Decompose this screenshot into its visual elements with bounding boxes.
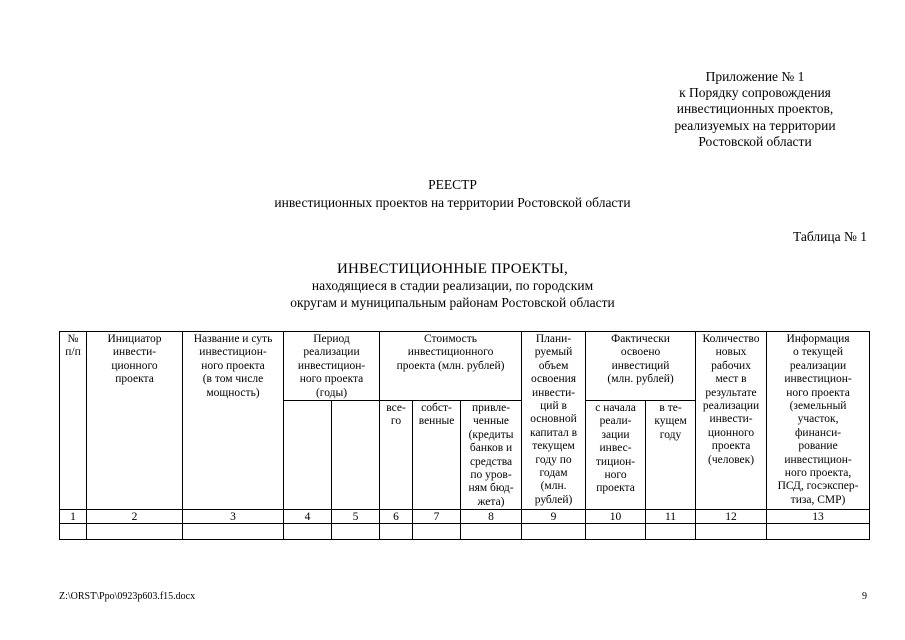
column-number: 7 (413, 510, 461, 524)
table-cell (767, 524, 870, 540)
registry-title: РЕЕСТР (428, 177, 477, 192)
footer-file-path: Z:\ORST\Ppo\0923p603.f15.docx (59, 591, 196, 602)
column-number: 9 (522, 510, 586, 524)
header-current-info: Информация о текущей реализации инвестицион- ного проекта (земельный участок, финанси- рование инвестицион- ного проекта, ПСД, госэкспер- тиза, СМР) (767, 332, 870, 510)
header-planned-volume: Плани- руемый объем освоения инвести- ций в основной капитал в текущем году по годам (млн. рублей) (522, 332, 586, 510)
column-number: 6 (380, 510, 413, 524)
header-period: Период реализации инвестицион- ного проекта (годы) (284, 332, 380, 401)
column-number: 2 (87, 510, 183, 524)
column-number: 8 (461, 510, 522, 524)
column-number: 10 (586, 510, 646, 524)
section-heading: ИНВЕСТИЦИОННЫЕ ПРОЕКТЫ, (337, 261, 568, 277)
header-cost-total: все- го (380, 401, 413, 510)
table-cell (60, 524, 87, 540)
column-number: 12 (696, 510, 767, 524)
table-cell (522, 524, 586, 540)
projects-table (59, 331, 870, 540)
table-cell (461, 524, 522, 540)
header-num: № п/п (60, 332, 87, 510)
section-subheading-line: находящиеся в стадии реализации, по городским (311, 278, 594, 293)
column-number: 5 (332, 510, 380, 524)
appendix-line: реализуемых на территории (674, 117, 836, 133)
table-row (60, 524, 870, 540)
table-cell (332, 524, 380, 540)
appendix-line: к Порядку сопровождения (679, 85, 831, 101)
header-row (60, 332, 870, 401)
column-number: 13 (767, 510, 870, 524)
table-cell (646, 524, 696, 540)
header-actual-since-start: с начала реали- зации инвес- тицион- ного проекта (586, 401, 646, 510)
header-cost: Стоимость инвестиционного проекта (млн. рублей) (380, 332, 522, 401)
table-cell (284, 524, 332, 540)
header-period-from (284, 401, 332, 510)
footer-page-number: 9 (862, 591, 867, 602)
section-subheading-line: округам и муниципальным районам Ростовской области (290, 294, 615, 310)
table-cell (696, 524, 767, 540)
column-number-row (60, 510, 870, 524)
registry-subtitle: инвестиционных проектов на территории Ростовской области (274, 195, 631, 210)
table-cell (380, 524, 413, 540)
column-number: 1 (60, 510, 87, 524)
column-number: 11 (646, 510, 696, 524)
header-project-name: Название и суть инвестицион- ного проекта (в том числе мощность) (183, 332, 284, 510)
table-number: Таблица № 1 (793, 229, 867, 244)
table-cell (183, 524, 284, 540)
table-cell (586, 524, 646, 540)
appendix-line: инвестиционных проектов, (676, 101, 834, 117)
column-number: 3 (183, 510, 284, 524)
column-number: 4 (284, 510, 332, 524)
header-initiator: Инициатор инвести- ционного проекта (87, 332, 183, 510)
header-new-jobs: Количество новых рабочих мест в результате реализации инвести- ционного проекта (человек) (696, 332, 767, 510)
header-cost-borrowed: привле- ченные (кредиты банков и средства по уров- ням бюд- жета) (461, 401, 522, 510)
table-cell (87, 524, 183, 540)
table-cell (413, 524, 461, 540)
header-cost-own: собст- венные (413, 401, 461, 510)
section-subheading (0, 278, 905, 311)
header-actual-current-year: в те- кущем году (646, 401, 696, 510)
appendix-line: Ростовской области (698, 133, 812, 149)
appendix-note (640, 69, 870, 150)
header-actual-invested: Фактически освоено инвестиций (млн. рублей) (586, 332, 696, 401)
appendix-line: Приложение № 1 (705, 69, 805, 84)
header-period-to (332, 401, 380, 510)
